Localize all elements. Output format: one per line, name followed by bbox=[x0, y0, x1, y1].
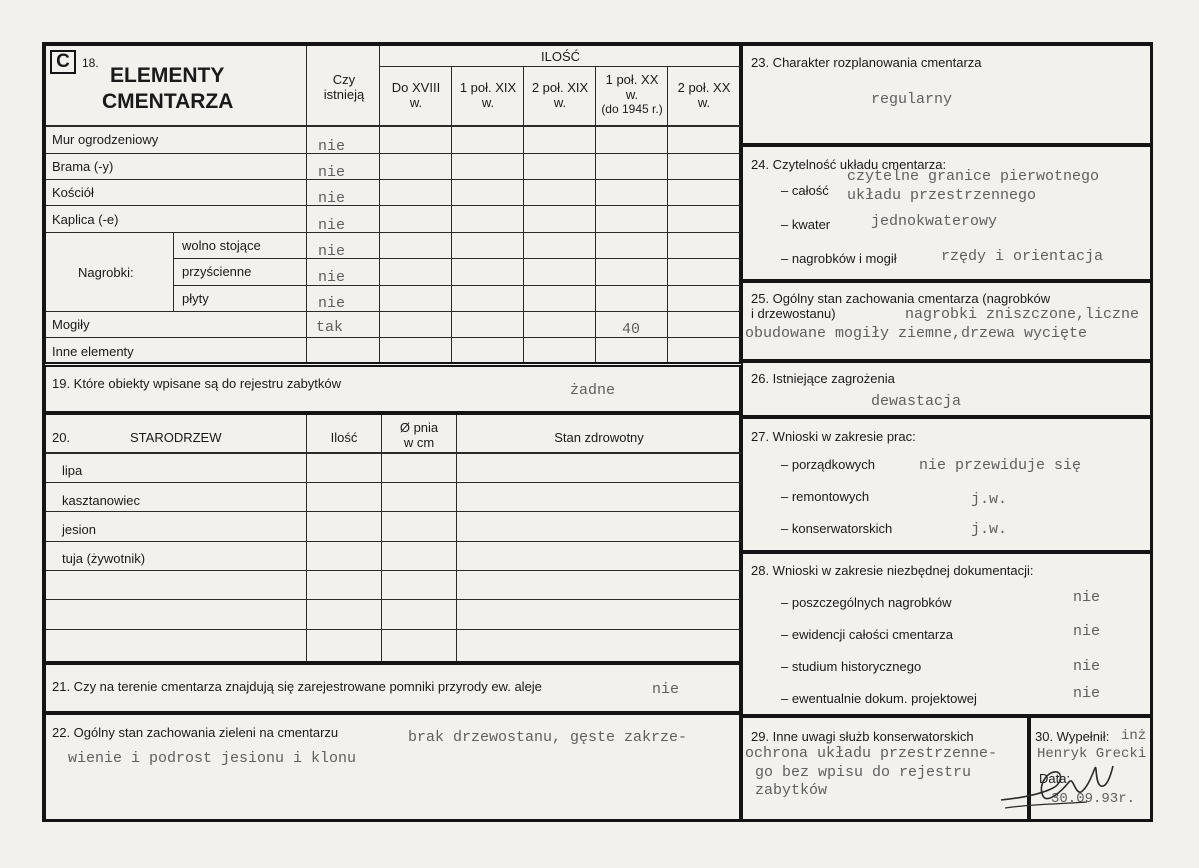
section-20-number: 20. bbox=[52, 430, 71, 445]
section-21-natural-monuments bbox=[44, 663, 741, 713]
section-19-value: żadne bbox=[570, 382, 616, 399]
section-19-register bbox=[44, 365, 741, 413]
section-30-label: 30. Wypełnił: bbox=[1035, 729, 1110, 744]
works-cleanup-label: – porządkowych bbox=[781, 457, 875, 472]
quarters-label: – kwater bbox=[781, 217, 831, 232]
section-24-label: 24. Czytelność układu cmentarza: bbox=[751, 157, 947, 172]
graves-label: – nagrobków i mogił bbox=[781, 251, 897, 266]
signature bbox=[991, 738, 1115, 818]
whole-value-2: układu przestrzennego bbox=[847, 187, 1037, 204]
section-25-value-2: obudowane mogiły ziemne,drzewa wycięte bbox=[745, 325, 1088, 342]
form-frame bbox=[42, 42, 1153, 822]
section-25-condition bbox=[741, 281, 1153, 361]
category-letter: C bbox=[50, 50, 76, 74]
value-slabs: nie bbox=[318, 295, 346, 312]
value-gate: nie bbox=[318, 164, 346, 181]
value-church: nie bbox=[318, 190, 346, 207]
section-23-value: regularny bbox=[871, 91, 953, 108]
section-18-title-2: CMENTARZA bbox=[102, 90, 234, 113]
row-label-slabs: płyty bbox=[182, 291, 209, 306]
doc-graves-value: nie bbox=[1073, 589, 1101, 606]
tree-thuja: tuja (żywotnik) bbox=[62, 551, 146, 566]
row-label-mounds: Mogiły bbox=[52, 317, 90, 332]
qty-header: Ilość bbox=[330, 430, 358, 445]
row-label-gate: Brama (-y) bbox=[52, 159, 114, 174]
section-22-greenery bbox=[44, 713, 741, 822]
section-18-number: 18. bbox=[82, 56, 99, 70]
graves-value: rzędy i orientacja bbox=[941, 248, 1104, 265]
row-label-nagrobki: Nagrobki: bbox=[78, 265, 134, 280]
quarters-value: jednokwaterowy bbox=[871, 213, 998, 230]
row-label-chapel: Kaplica (-e) bbox=[52, 212, 119, 227]
section-23-layout bbox=[741, 44, 1153, 145]
tree-ash: jesion bbox=[62, 522, 96, 537]
section-26-label: 26. Istniejące zagrożenia bbox=[751, 371, 895, 386]
value-mounds-count: 40 bbox=[622, 321, 641, 338]
section-29-value-1: ochrona układu przestrzenne- bbox=[745, 745, 998, 762]
section-30-filled-by bbox=[1029, 716, 1153, 822]
works-repair-label: – remontowych bbox=[781, 489, 870, 504]
diameter-header-1: Ø pnia bbox=[399, 420, 439, 435]
doc-records-value: nie bbox=[1073, 623, 1101, 640]
period-header-5: 2 poł. XX w. bbox=[677, 80, 731, 110]
whole-label: – całość bbox=[781, 183, 829, 198]
doc-project-value: nie bbox=[1073, 685, 1101, 702]
section-25-label-2: i drzewostanu) bbox=[751, 306, 836, 321]
exists-header: Czy istnieją bbox=[323, 72, 365, 102]
value-freestanding: nie bbox=[318, 243, 346, 260]
section-29-label: 29. Inne uwagi służb konserwatorskich bbox=[751, 729, 974, 744]
works-repair-value: j.w. bbox=[971, 491, 1008, 508]
section-30-date-label: Data: bbox=[1039, 771, 1071, 786]
section-30-name: Henryk Grecki bbox=[1037, 746, 1147, 762]
section-29-value-3: zabytków bbox=[755, 782, 828, 799]
section-30-date: 30.09.93r. bbox=[1051, 791, 1136, 807]
section-25-label-1: 25. Ogólny stan zachowania cmentarza (nagrobków bbox=[751, 291, 1051, 306]
section-22-value-2: wienie i podrost jesionu i klonu bbox=[68, 750, 357, 767]
section-26-value: dewastacja bbox=[871, 393, 962, 410]
section-29-remarks bbox=[741, 716, 1029, 822]
row-label-wall-mounted: przyścienne bbox=[182, 264, 252, 279]
section-28-documentation bbox=[741, 552, 1153, 716]
doc-project-label: – ewentualnie dokum. projektowej bbox=[781, 691, 977, 706]
period-header-4: 1 poł. XX w. bbox=[605, 72, 659, 102]
doc-history-label: – studium historycznego bbox=[781, 659, 922, 674]
section-27-works bbox=[741, 417, 1153, 552]
row-label-wall: Mur ogrodzeniowy bbox=[52, 132, 159, 147]
section-18-elements bbox=[44, 44, 741, 364]
section-28-label: 28. Wnioski w zakresie niezbędnej dokumentacji: bbox=[751, 563, 1034, 578]
period-header-2: 1 poł. XIX w. bbox=[459, 80, 517, 110]
section-22-value-1: brak drzewostanu, gęste zakrze- bbox=[408, 729, 688, 746]
doc-history-value: nie bbox=[1073, 658, 1101, 675]
section-22-label: 22. Ogólny stan zachowania zieleni na cmentarzu bbox=[52, 725, 339, 740]
section-29-value-2: go bez wpisu do rejestru bbox=[755, 764, 972, 781]
doc-records-label: – ewidencji całości cmentarza bbox=[781, 627, 953, 642]
period-header-3: 2 poł. XIX w. bbox=[531, 80, 589, 110]
period-header-4-note: (do 1945 r.) bbox=[601, 102, 663, 116]
works-conservation-value: j.w. bbox=[971, 521, 1008, 538]
doc-graves-label: – poszczególnych nagrobków bbox=[781, 595, 952, 610]
works-cleanup-value: nie przewiduje się bbox=[919, 457, 1082, 474]
section-21-label: 21. Czy na terenie cmentarza znajdują się zarejestrowane pomniki przyrody ew. aleje bbox=[52, 679, 542, 694]
quantity-header: ILOŚĆ bbox=[540, 49, 580, 64]
section-25-value-1: nagrobki zniszczone,liczne bbox=[905, 306, 1140, 323]
period-header-1: Do XVIII w. bbox=[391, 80, 441, 110]
row-label-other: Inne elementy bbox=[52, 344, 134, 359]
section-19-label: 19. Które obiekty wpisane są do rejestru zabytków bbox=[52, 376, 342, 391]
whole-value-1: czytelne granice pierwotnego bbox=[847, 168, 1100, 185]
row-label-freestanding: wolno stojące bbox=[182, 238, 261, 253]
section-20-title: STARODRZEW bbox=[130, 430, 222, 445]
value-wall: nie bbox=[318, 138, 346, 155]
section-23-label: 23. Charakter rozplanowania cmentarza bbox=[751, 55, 982, 70]
works-conservation-label: – konserwatorskich bbox=[781, 521, 893, 536]
value-mounds: tak bbox=[316, 319, 344, 336]
value-chapel: nie bbox=[318, 217, 346, 234]
section-27-label: 27. Wnioski w zakresie prac: bbox=[751, 429, 916, 444]
section-21-value: nie bbox=[652, 681, 680, 698]
health-header: Stan zdrowotny bbox=[554, 430, 644, 445]
tree-linden: lipa bbox=[62, 463, 83, 478]
tree-chestnut: kasztanowiec bbox=[62, 493, 141, 508]
section-24-legibility bbox=[741, 145, 1153, 281]
row-label-church: Kościół bbox=[52, 185, 94, 200]
value-wall-mounted: nie bbox=[318, 269, 346, 286]
section-20-old-trees bbox=[44, 413, 741, 663]
section-18-title-1: ELEMENTY bbox=[110, 64, 225, 87]
section-30-prefix: inż bbox=[1121, 728, 1147, 744]
section-26-threats bbox=[741, 361, 1153, 417]
diameter-header-2: w cm bbox=[403, 435, 435, 450]
